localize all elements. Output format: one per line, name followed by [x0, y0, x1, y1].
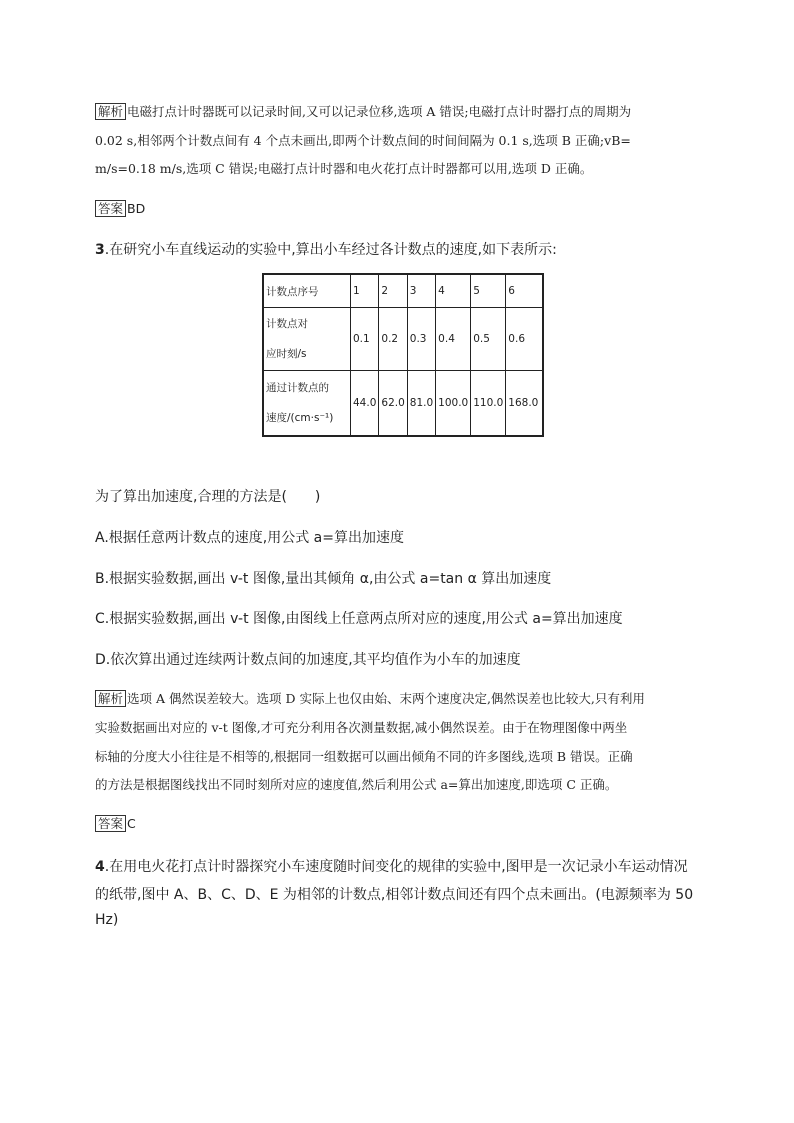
q3-analysis-line-3: 标轴的分度大小往往是不相等的,根据同一组数据可以画出倾角不同的许多图线,选项 B 错误。正确 [95, 749, 633, 764]
table-header-index: 计数点序号 [263, 274, 351, 308]
table-cell: 168.0 [506, 371, 544, 437]
q3-number: 3 [95, 242, 105, 258]
table-cell: 0.1 [351, 308, 379, 371]
table-cell: 0.4 [436, 308, 471, 371]
table-header-speed-line2: 速度/(cm·s⁻¹) [266, 412, 334, 424]
table-cell: 0.5 [471, 308, 506, 371]
table-cell: 110.0 [471, 371, 506, 437]
q2-answer-value: BD [127, 201, 146, 216]
q3-question: 为了算出加速度,合理的方法是( ) [95, 489, 321, 505]
q3-answer [95, 815, 136, 832]
table-cell: 6 [506, 274, 544, 308]
q3-option-d: D.依次算出通过连续两计数点间的加速度,其平均值作为小车的加速度 [95, 652, 521, 668]
q4-line-3: Hz) [95, 912, 119, 928]
table-cell: 0.3 [407, 308, 435, 371]
table-cell: 0.2 [379, 308, 407, 371]
table-cell: 4 [436, 274, 471, 308]
table-header-time-line1: 计数点对 [266, 318, 308, 330]
answer-tag: 答案 [95, 200, 126, 217]
q2-analysis-text-1: 电磁打点计时器既可以记录时间,又可以记录位移,选项 A 错误;电磁打点计时器打点的周期为 [127, 104, 632, 119]
table-header-speed [263, 371, 351, 437]
table-cell: 81.0 [407, 371, 435, 437]
table-cell: 5 [471, 274, 506, 308]
q3-analysis-line-2: 实验数据画出对应的 v-t 图像,才可充分利用各次测量数据,减小偶然误差。由于在物理图像中两坐 [95, 720, 628, 735]
q3-analysis-text-1: 选项 A 偶然误差较大。选项 D 实际上也仅由始、末两个速度决定,偶然误差也比较大,只有利用 [127, 691, 645, 706]
speed-table [262, 273, 544, 437]
table-row-speed [263, 371, 543, 437]
q2-analysis-line-1 [95, 102, 631, 120]
q4-line-1 [95, 856, 688, 876]
table-header-speed-line1: 通过计数点的 [266, 382, 329, 394]
table-header-time [263, 308, 351, 371]
table-header-time-line2: 应时刻/s [266, 348, 307, 360]
q3-analysis-line-4: 的方法是根据图线找出不同时刻所对应的速度值,然后利用公式 a=算出加速度,即选项 C 正确。 [95, 777, 618, 792]
q4-number: 4 [95, 859, 105, 875]
q4-text-1: .在用电火花打点计时器探究小车速度随时间变化的规律的实验中,图甲是一次记录小车运动情况 [104, 859, 688, 875]
table-cell: 0.6 [506, 308, 544, 371]
q4-line-2: 的纸带,图中 A、B、C、D、E 为相邻的计数点,相邻计数点间还有四个点未画出。(电源频率为 50 [95, 887, 694, 903]
table-cell: 1 [351, 274, 379, 308]
table-cell: 44.0 [351, 371, 379, 437]
table-cell: 62.0 [379, 371, 407, 437]
q2-analysis-line-2: 0.02 s,相邻两个计数点间有 4 个点未画出,即两个计数点间的时间间隔为 0.1 s,选项 B 正确;vB= [95, 133, 631, 148]
answer-tag: 答案 [95, 815, 126, 832]
q2-answer [95, 200, 145, 217]
q3-option-b: B.根据实验数据,画出 v-t 图像,量出其倾角 α,由公式 a=tan α 算出加速度 [95, 571, 552, 587]
analysis-tag: 解析 [95, 690, 126, 707]
table-row-time [263, 308, 543, 371]
analysis-tag: 解析 [95, 103, 126, 120]
table-row-index [263, 274, 543, 308]
table-cell: 100.0 [436, 371, 471, 437]
q3-option-a: A.根据任意两计数点的速度,用公式 a=算出加速度 [95, 530, 404, 546]
q3-stem [95, 239, 557, 259]
q2-analysis-line-3: m/s=0.18 m/s,选项 C 错误;电磁打点计时器和电火花打点计时器都可以用,选项 D 正确。 [95, 161, 593, 176]
q3-option-c: C.根据实验数据,画出 v-t 图像,由图线上任意两点所对应的速度,用公式 a=算出加速度 [95, 611, 623, 627]
q3-stem-text: .在研究小车直线运动的实验中,算出小车经过各计数点的速度,如下表所示: [104, 242, 557, 258]
table-cell: 2 [379, 274, 407, 308]
table-cell: 3 [407, 274, 435, 308]
q3-analysis-line-1 [95, 689, 645, 707]
q3-answer-value: C [127, 816, 136, 831]
